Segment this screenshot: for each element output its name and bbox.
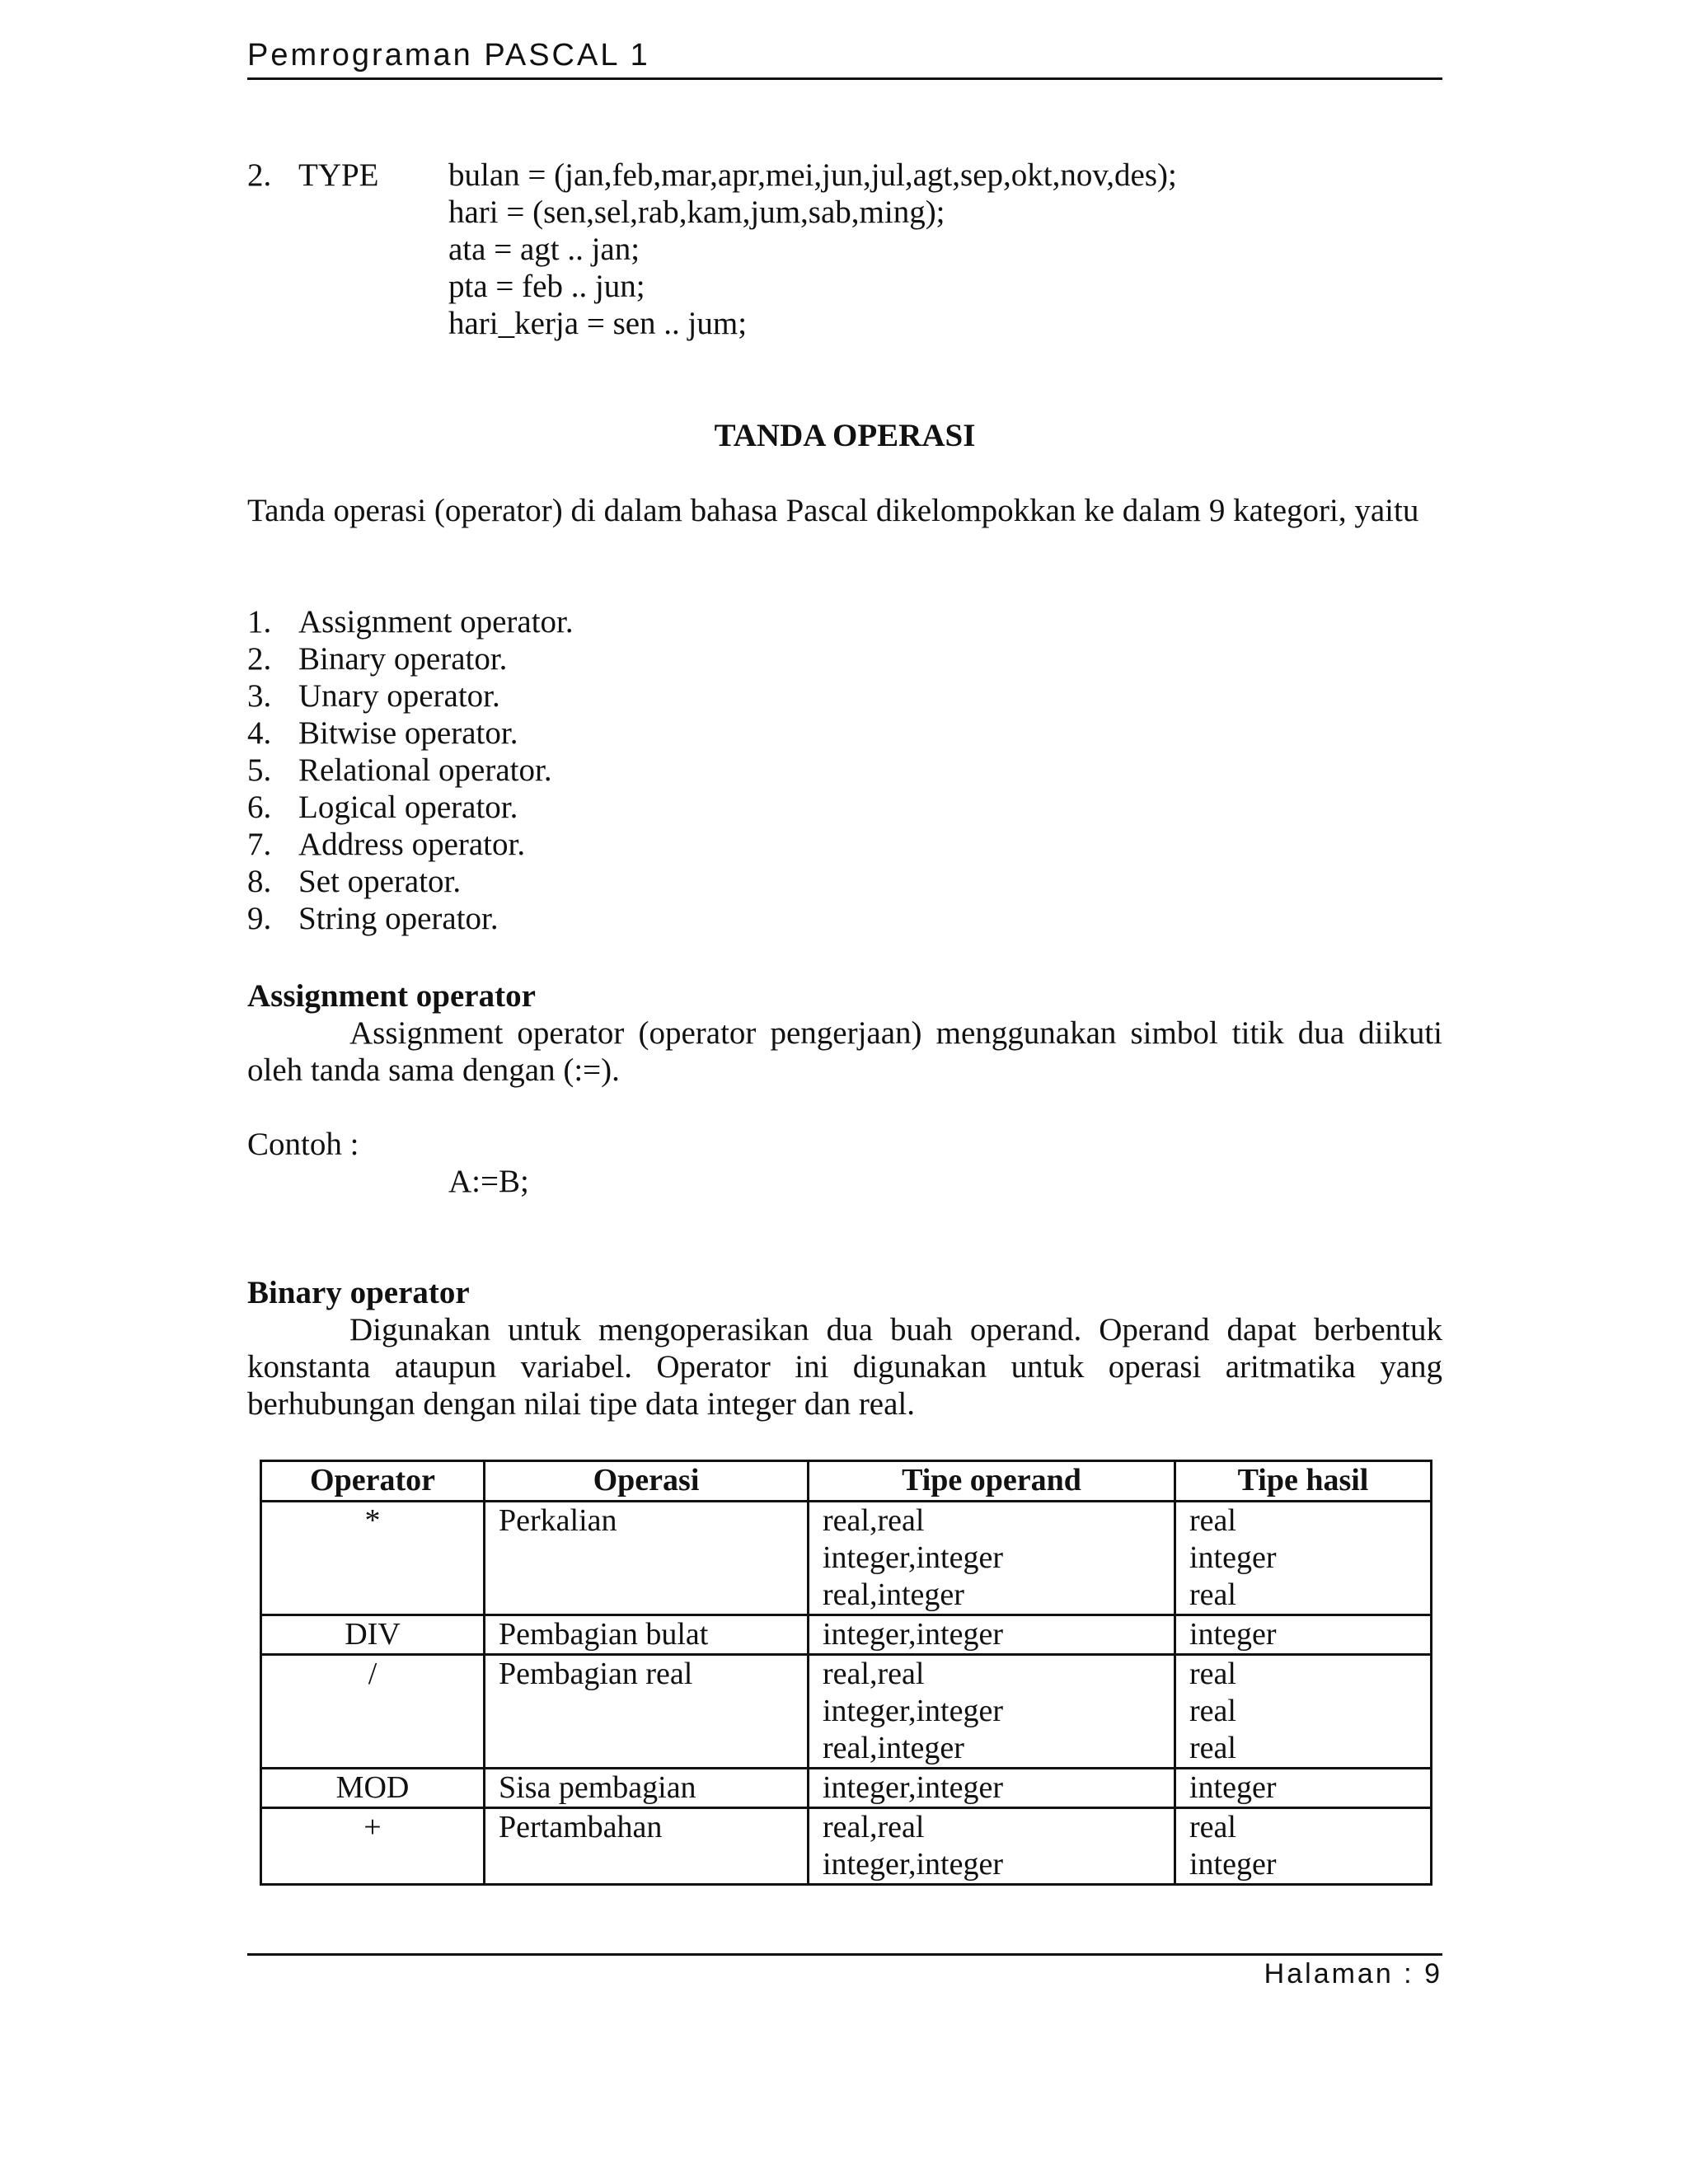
operator-cell: MOD (261, 1769, 485, 1808)
operand-value: real,real (823, 1810, 925, 1844)
operator-category-list (247, 603, 574, 937)
hasil-cell (1175, 1502, 1432, 1615)
list-item (247, 677, 574, 715)
table-header-row (261, 1461, 1432, 1502)
type-line: bulan = (jan,feb,mar,apr,mei,jun,jul,agt,sep,okt,nov,des); (448, 157, 1177, 193)
hasil-cell (1175, 1769, 1432, 1808)
list-item-number: 2. (247, 641, 272, 677)
type-line: ata = agt .. jan; (448, 232, 640, 267)
operasi-cell: Pertambahan (485, 1808, 809, 1885)
column-header-tipe-operand: Tipe operand (809, 1461, 1175, 1502)
operand-value: integer,integer (823, 1617, 1003, 1652)
list-item-label: Unary operator. (298, 678, 500, 714)
hasil-cell (1175, 1808, 1432, 1885)
list-item-number: 3. (247, 678, 272, 714)
list-item-label: Address operator. (298, 827, 526, 862)
operand-value: integer,integer (823, 1770, 1003, 1805)
footer-divider (247, 1953, 1442, 1956)
header-divider (247, 77, 1442, 80)
hasil-value: integer (1189, 1540, 1277, 1575)
operand-cell (809, 1655, 1175, 1769)
operand-value: integer,integer (823, 1694, 1003, 1728)
operand-cell (809, 1502, 1175, 1615)
list-item-label: Relational operator. (298, 752, 552, 788)
list-item-label: String operator. (298, 901, 499, 936)
list-item-number: 5. (247, 752, 272, 788)
intro-paragraph: Tanda operasi (operator) di dalam bahasa Pascal dikelompokkan ke dalam 9 kategori, yaitu (247, 493, 1419, 528)
example-code: A:=B; (448, 1164, 529, 1199)
operator-cell: * (261, 1502, 485, 1615)
list-item (247, 863, 574, 900)
list-item-number: 9. (247, 901, 272, 936)
assignment-paragraph: Assignment operator (operator pengerjaan) menggunakan simbol titik dua diikuti oleh tanda sama dengan (:=). (247, 1015, 1442, 1088)
hasil-value: integer (1189, 1617, 1277, 1652)
operator-cell: DIV (261, 1615, 485, 1655)
hasil-value: real (1189, 1810, 1236, 1844)
binary-paragraph: Digunakan untuk mengoperasikan dua buah operand. Operand dapat berbentuk konstanta ataupun variabel. Operator ini digunakan untuk operasi aritmatika yang berhubungan dengan nilai tipe data integer dan real. (247, 1312, 1442, 1422)
hasil-cell (1175, 1655, 1432, 1769)
list-item-label: Logical operator. (298, 790, 518, 825)
hasil-value: real (1189, 1694, 1236, 1728)
page-number: Halaman : 9 (1264, 1958, 1442, 1990)
operand-value: integer,integer (823, 1847, 1003, 1882)
column-header-operator: Operator (261, 1461, 485, 1502)
table-row (261, 1655, 1432, 1769)
type-keyword: TYPE (298, 157, 379, 193)
list-item-label: Assignment operator. (298, 604, 574, 640)
page-header-title: Pemrograman PASCAL 1 (247, 38, 650, 73)
list-item-number: 7. (247, 827, 272, 862)
operand-value: real,real (823, 1503, 925, 1538)
operand-cell (809, 1615, 1175, 1655)
list-item (247, 603, 574, 640)
hasil-value: real (1189, 1731, 1236, 1765)
example-label: Contoh : (247, 1127, 359, 1162)
hasil-value: integer (1189, 1847, 1277, 1882)
operand-cell (809, 1769, 1175, 1808)
assignment-heading: Assignment operator (247, 978, 536, 1014)
type-declarations (448, 157, 1177, 342)
column-header-operasi: Operasi (485, 1461, 809, 1502)
list-item-number: 4. (247, 715, 272, 751)
operand-value: integer,integer (823, 1540, 1003, 1575)
operator-cell: / (261, 1655, 485, 1769)
hasil-value: real (1189, 1657, 1236, 1691)
list-item (247, 752, 574, 789)
operasi-cell: Sisa pembagian (485, 1769, 809, 1808)
operasi-cell: Pembagian bulat (485, 1615, 809, 1655)
table-row (261, 1808, 1432, 1885)
list-item (247, 789, 574, 826)
binary-operator-table (260, 1460, 1432, 1886)
list-item-label: Binary operator. (298, 641, 508, 677)
hasil-value: real (1189, 1577, 1236, 1612)
list-item (247, 715, 574, 752)
hasil-cell (1175, 1615, 1432, 1655)
table-row (261, 1615, 1432, 1655)
column-header-tipe-hasil: Tipe hasil (1175, 1461, 1432, 1502)
type-line: pta = feb .. jun; (448, 269, 645, 304)
operand-value: real,integer (823, 1577, 964, 1612)
list-item (247, 900, 574, 937)
type-line: hari_kerja = sen .. jum; (448, 306, 748, 341)
list-item (247, 640, 574, 677)
operand-value: real,real (823, 1657, 925, 1691)
operand-value: real,integer (823, 1731, 964, 1765)
operasi-cell: Pembagian real (485, 1655, 809, 1769)
table-row (261, 1769, 1432, 1808)
list-item-number: 6. (247, 790, 272, 825)
list-item (247, 826, 574, 863)
table-row (261, 1502, 1432, 1615)
operand-cell (809, 1808, 1175, 1885)
type-item-number: 2. (247, 157, 272, 193)
list-item-label: Set operator. (298, 864, 462, 899)
section-title: TANDA OPERASI (714, 418, 976, 453)
type-line: hari = (sen,sel,rab,kam,jum,sab,ming); (448, 194, 945, 230)
list-item-number: 8. (247, 864, 272, 899)
binary-heading: Binary operator (247, 1275, 470, 1310)
operator-cell: + (261, 1808, 485, 1885)
operasi-cell: Perkalian (485, 1502, 809, 1615)
list-item-number: 1. (247, 604, 272, 640)
hasil-value: integer (1189, 1770, 1277, 1805)
list-item-label: Bitwise operator. (298, 715, 518, 751)
hasil-value: real (1189, 1503, 1236, 1538)
